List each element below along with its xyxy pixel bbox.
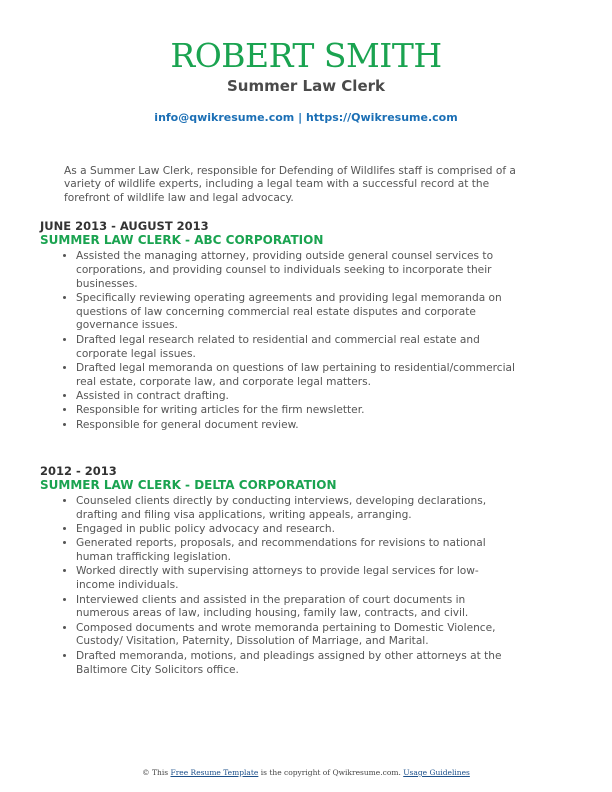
list-item: • Engaged in public policy advocacy and research. <box>76 523 516 537</box>
job-role: SUMMER LAW CLERK - ABC CORPORATION <box>40 233 324 247</box>
job-bullets <box>40 495 580 677</box>
list-item: • Specifically reviewing operating agreements and providing legal memoranda on questions of law concerning commercial real estate disputes and corporate governance issues. <box>76 292 516 333</box>
list-item: • Worked directly with supervising attorneys to provide legal services for low-income individuals. <box>76 565 516 593</box>
website-link[interactable]: https://Qwikresume.com <box>305 111 458 124</box>
separator: | <box>294 111 306 124</box>
candidate-name: ROBERT SMITH <box>170 36 442 75</box>
footer-prefix: © This <box>142 768 171 777</box>
contact-line <box>0 111 612 124</box>
list-item: • Drafted legal research related to residential and commercial real estate and corporate legal issues. <box>76 334 516 362</box>
summary: As a Summer Law Clerk, responsible for Defending of Wildlifes staff is comprised of a variety of wildlife experts, including a legal team with a successful record at the forefront of wildlife law and legal advocacy. <box>64 165 516 204</box>
job-date: JUNE 2013 - AUGUST 2013 <box>40 219 209 233</box>
email-link[interactable]: info@qwikresume.com <box>154 111 295 124</box>
list-item: • Responsible for writing articles for the firm newsletter. <box>76 404 516 418</box>
job-entry <box>40 219 580 433</box>
list-item: • Drafted memoranda, motions, and pleadings assigned by other attorneys at the Baltimore City Solicitors office. <box>76 650 516 678</box>
list-item: • Counseled clients directly by conducting interviews, developing declarations, drafting and filing visa applications, writing appeals, arranging. <box>76 495 516 523</box>
footer-middle: is the copyright of Qwikresume.com. <box>258 768 404 777</box>
job-bullets <box>40 250 580 432</box>
job-role: SUMMER LAW CLERK - DELTA CORPORATION <box>40 478 337 492</box>
list-item: • Assisted in contract drafting. <box>76 390 516 404</box>
list-item: • Composed documents and wrote memoranda pertaining to Domestic Violence, Custody/ Visitation, Paternity, Dissolution of Marriage, and Marital. <box>76 622 516 650</box>
list-item: • Drafted legal memoranda on questions of law pertaining to residential/commercial real estate, corporate law, and corporate legal matters. <box>76 362 516 390</box>
footer <box>0 768 612 777</box>
job-date: 2012 - 2013 <box>40 464 117 478</box>
candidate-title: Summer Law Clerk <box>227 77 385 95</box>
list-item: • Assisted the managing attorney, providing outside general counsel services to corporations, and providing counsel to individuals seeking to incorporate their businesses. <box>76 250 516 291</box>
usage-guidelines-link[interactable]: Usage Guidelines <box>403 768 470 777</box>
job-entry <box>40 464 580 678</box>
list-item: • Interviewed clients and assisted in the preparation of court documents in numerous areas of law, including housing, family law, contracts, and civil. <box>76 594 516 622</box>
list-item: • Generated reports, proposals, and recommendations for revisions to national human trafficking legislation. <box>76 537 516 565</box>
free-template-link[interactable]: Free Resume Template <box>170 768 259 777</box>
list-item: • Responsible for general document review. <box>76 419 516 433</box>
